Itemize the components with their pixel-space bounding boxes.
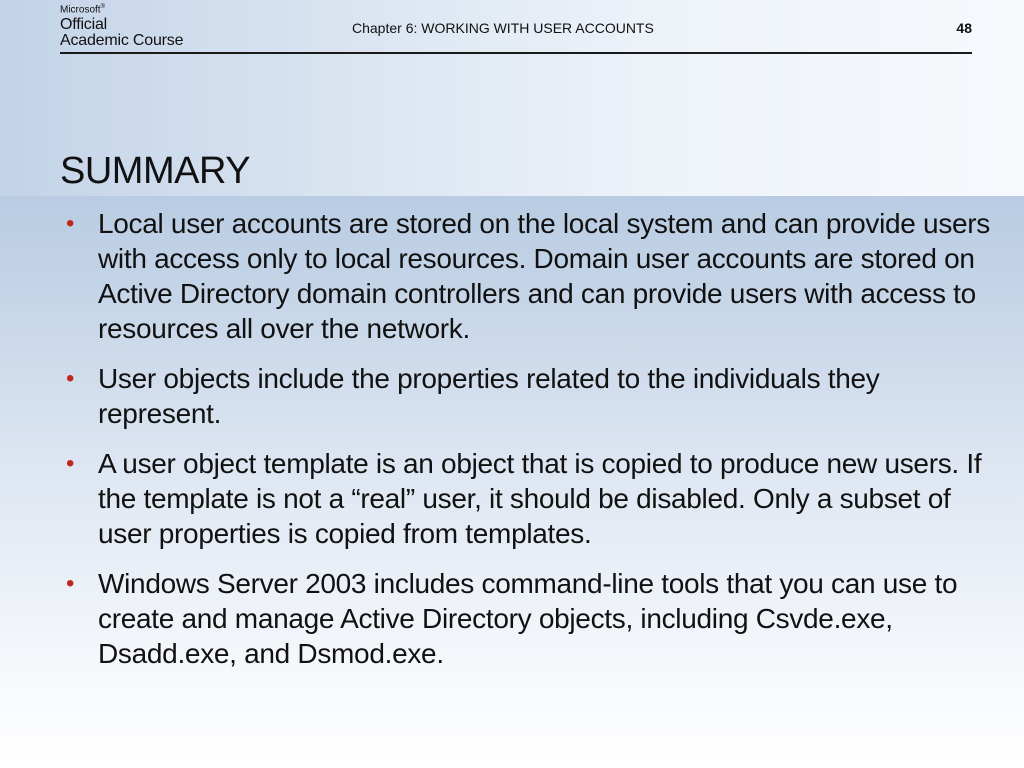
chapter-title: Chapter 6: WORKING WITH USER ACCOUNTS — [352, 20, 654, 36]
bullet-icon: • — [66, 570, 75, 597]
bullet-item — [60, 361, 1000, 431]
microsoft-official-academic-course-logo — [60, 4, 183, 49]
slide-header — [60, 0, 972, 54]
bullet-item — [60, 566, 1000, 671]
slide-title: SUMMARY — [60, 150, 251, 192]
bullet-icon: • — [66, 365, 75, 392]
logo-line-academic-course: Academic Course — [60, 32, 184, 50]
logo-line-official: Official — [60, 16, 108, 34]
bullet-text: Local user accounts are stored on the local system and can provide users with access only to local resources. Domain user accounts are stored on Active Directory domain controllers and can provide users with access to resources all over the network. — [98, 208, 991, 344]
bullet-icon: • — [66, 450, 75, 477]
bullet-item — [60, 446, 1000, 551]
page-number: 48 — [956, 20, 972, 36]
logo-line-microsoft: Microsoft® — [60, 4, 105, 16]
bullet-text: User objects include the properties related to the individuals they represent. — [98, 363, 880, 429]
bullet-icon: • — [66, 210, 75, 237]
bullet-list — [60, 206, 1000, 686]
bullet-text: Windows Server 2003 includes command-line tools that you can use to create and manage Active Directory objects, including Csvde.exe, Dsadd.exe, and Dsmod.exe. — [98, 568, 958, 669]
bullet-text: A user object template is an object that is copied to produce new users. If the template is not a “real” user, it should be disabled. Only a subset of user properties is copied from templates. — [98, 448, 982, 549]
bullet-item — [60, 206, 1000, 346]
